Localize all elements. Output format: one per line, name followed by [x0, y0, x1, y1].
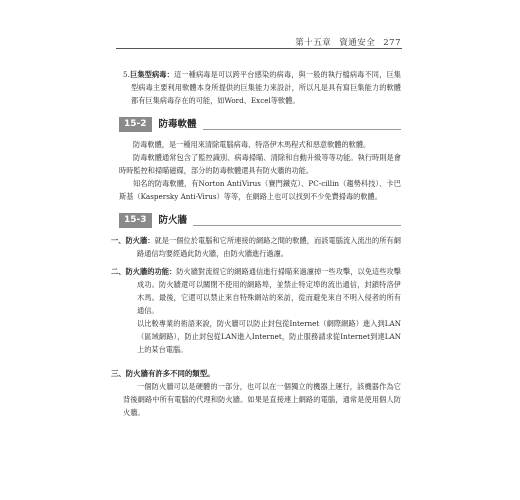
- running-head: [287, 36, 401, 48]
- section-number: 15-2: [119, 117, 152, 132]
- paragraph: 知名的防毒軟體，有Norton AntiVirus（賽門鐵克）、PC-cillin（趨勢科技）、卡巴斯基（Kaspersky Anti-Virus）等等，在網路上也可以找到不少免費掃毒的軟體。: [119, 179, 401, 201]
- item-number: 5.: [123, 70, 130, 79]
- section-number: 15-3: [119, 213, 152, 228]
- paragraph: 一個防火牆可以是硬體的一部分，也可以在一個獨立的機器上運行，該機器作為它背後網路中所有電腦的代理和防火牆。如果是直接連上網路的電腦，通常是使用個人防火牆。: [123, 382, 401, 417]
- section-rule: [203, 129, 401, 130]
- section-rule: [193, 225, 401, 226]
- list-heading-firewall-types: 三、防火牆有許多不同的類型。: [111, 369, 215, 378]
- section-heading-firewall: [119, 213, 401, 228]
- item-text: 防火牆對流經它的網路通信進行掃瞄來過濾掉一些攻擊，以免這些攻擊成功。防火牆還可以關閉不使用的網路埠，並禁止特定埠的流出通信，封鎖特洛伊木馬。最後，它還可以禁止來自特殊網站的來訪，從而避免來自不明入侵者的所有通信。: [137, 267, 401, 315]
- list-item-macro-virus: [119, 68, 401, 107]
- paragraph: 以比較專業的術語來說，防火牆可以防止封包從Internet（網際網路）進入到LAN（區域網路），防止封包從LAN進入Internet，防止服務請求從Internet到達LAN上的某台電腦。: [137, 319, 401, 354]
- chapter-title: 資通安全: [339, 38, 376, 48]
- list-item-firewall-functions: [111, 265, 401, 317]
- chapter-label: 第十五章: [295, 38, 332, 48]
- item-label: 巨集型病毒：: [129, 70, 174, 79]
- item-label: 一、防火牆：: [111, 236, 155, 245]
- list-item-firewall: [111, 234, 401, 260]
- item-label: 二、防火牆的功能：: [111, 267, 177, 276]
- paragraph: 防毒軟體，是一種用來清除電腦病毒、特洛伊木馬程式和惡意軟體的軟體。: [133, 140, 371, 149]
- page-body: [111, 68, 401, 419]
- page-number: 277: [383, 38, 401, 48]
- item-text: 這一種病毒是可以跨平台感染的病毒，與一般的執行檔病毒不同，巨集型病毒主要利用軟體本身所提供的巨集能力來設計，所以凡是具有寫巨集能力的軟體都有巨集病毒存在的可能，如Word、Excel等軟體。: [131, 70, 401, 105]
- section-title: 防毒軟體: [158, 119, 197, 130]
- paragraph: 防毒軟體通常包含了監控識別、病毒掃瞄、清除和自動升級等等功能。執行時則是會時時監控和掃瞄磁碟，部分的防毒軟體還具有防火牆的功能。: [119, 153, 401, 175]
- header-rule: [116, 48, 402, 49]
- section-title: 防火牆: [158, 215, 188, 226]
- section-heading-antivirus: [119, 117, 401, 132]
- item-text: 就是一個位於電腦和它所連接的網路之間的軟體，而該電腦流入流出的所有網路通信均要經過此防火牆，由防火牆進行過濾。: [137, 236, 401, 258]
